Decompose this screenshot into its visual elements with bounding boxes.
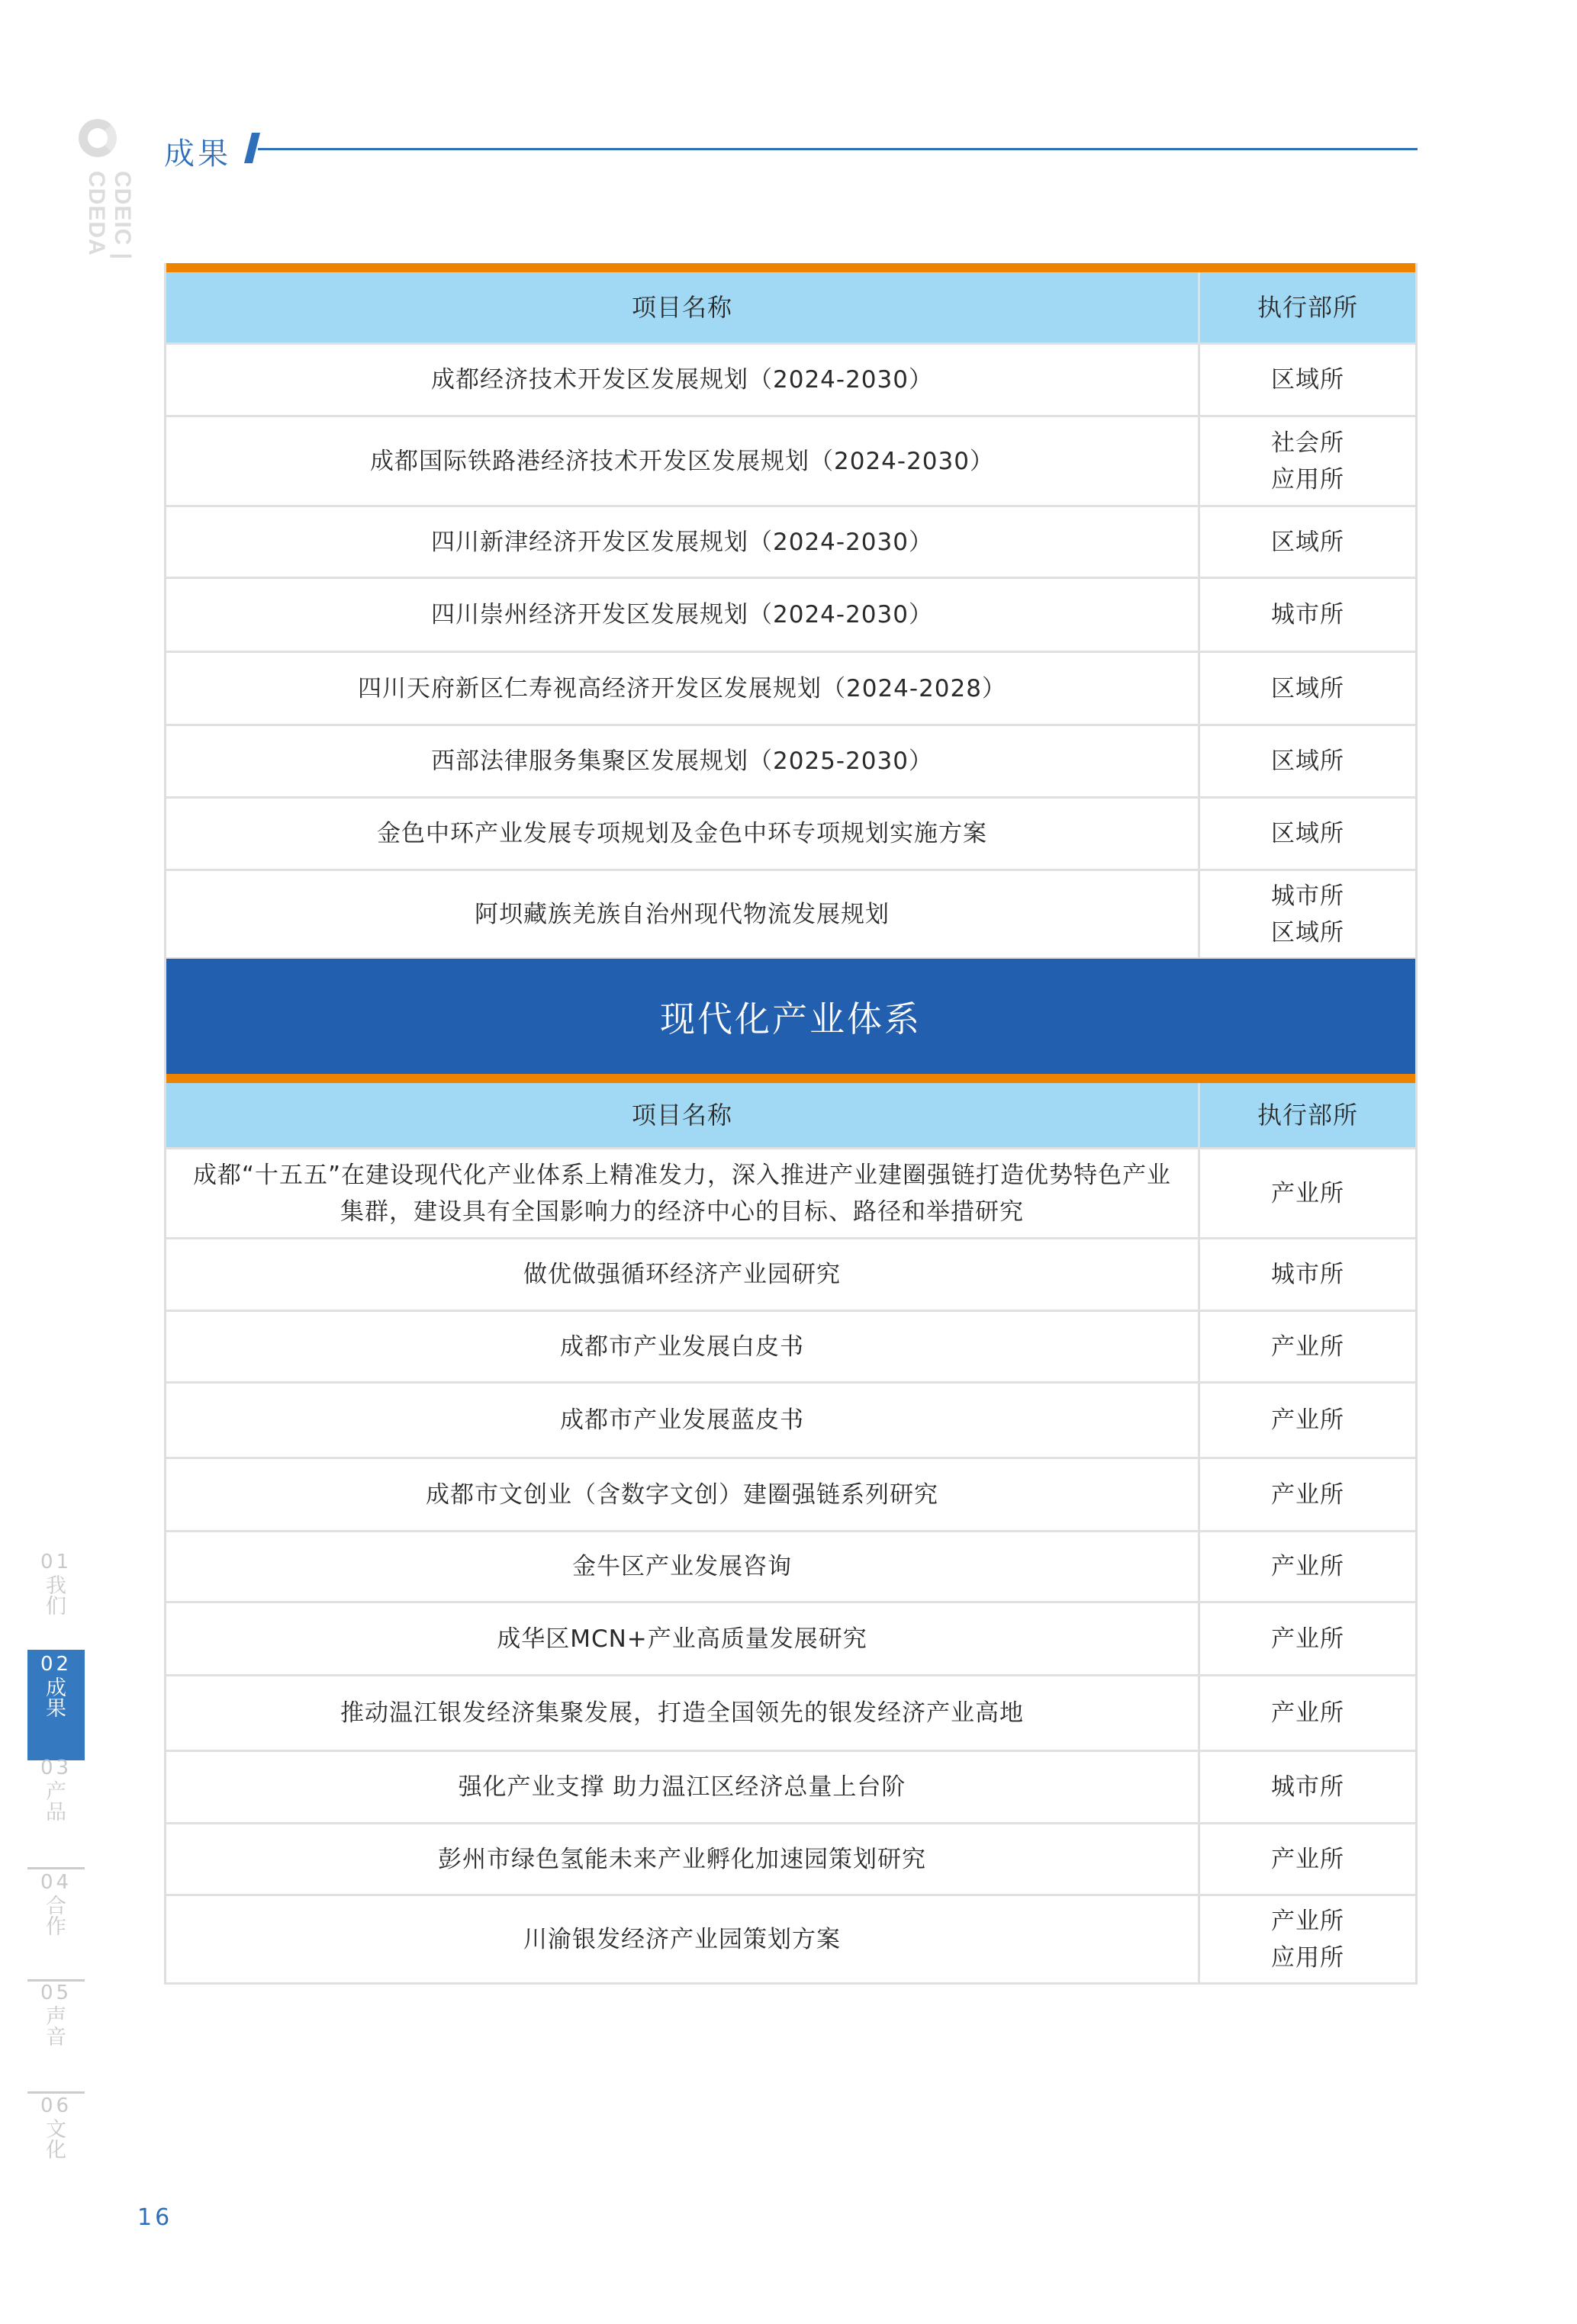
nav-item-02[interactable] <box>27 1650 85 1760</box>
department-cell <box>1200 1824 1415 1894</box>
nav-number: 02 <box>40 1653 72 1676</box>
department-cell <box>1200 1384 1415 1457</box>
department: 城市所 <box>1271 601 1344 628</box>
project-name: 做优做强循环经济产业园研究 <box>166 1239 1200 1310</box>
nav-divider <box>27 1979 85 1982</box>
header-project-name: 项目名称 <box>166 272 1200 342</box>
table-row <box>166 1239 1415 1312</box>
projects-table-1 <box>164 263 1418 959</box>
table-top-bar <box>166 1074 1415 1083</box>
department-cell <box>1200 579 1415 651</box>
table-row <box>166 653 1415 726</box>
table-top-bar <box>166 263 1415 272</box>
nav-number: 05 <box>40 1982 72 2004</box>
page-number: 16 <box>137 2204 173 2231</box>
department: 区域所 <box>1271 918 1344 947</box>
department-cell <box>1200 1896 1415 1982</box>
page-title: 成果 <box>164 137 231 172</box>
table-row <box>166 1149 1415 1239</box>
project-name: 金色中环产业发展专项规划及金色中环专项规划实施方案 <box>166 799 1200 869</box>
project-name: 成华区MCN+产业高质量发展研究 <box>166 1603 1200 1674</box>
table-row <box>166 1603 1415 1676</box>
department: 产业所 <box>1271 1553 1344 1580</box>
section-heading: 现代化产业体系 <box>166 959 1415 1074</box>
department-cell <box>1200 726 1415 796</box>
title-divider <box>258 148 1418 150</box>
project-name: 强化产业支撑 助力温江区经济总量上台阶 <box>166 1752 1200 1822</box>
department-cell <box>1200 799 1415 869</box>
project-name: 成都市文创业（含数字文创）建圈强链系列研究 <box>166 1459 1200 1530</box>
department: 产业所 <box>1271 1845 1344 1873</box>
table-header <box>166 272 1415 345</box>
department-cell <box>1200 1752 1415 1822</box>
project-name: 西部法律服务集聚区发展规划（2025-2030） <box>166 726 1200 796</box>
table-row <box>166 1824 1415 1896</box>
project-name: 成都经济技术开发区发展规划（2024-2030） <box>166 345 1200 415</box>
department: 应用所 <box>1271 1943 1344 1972</box>
table-row <box>166 507 1415 579</box>
department: 区域所 <box>1271 528 1344 556</box>
department-cell <box>1200 1676 1415 1750</box>
department-cell <box>1200 507 1415 577</box>
table-row <box>166 1384 1415 1459</box>
logo-mark-icon <box>79 119 117 157</box>
nav-label: 我们 <box>46 1574 66 1618</box>
project-name: 金牛区产业发展咨询 <box>166 1532 1200 1601</box>
department: 产业所 <box>1271 1179 1344 1207</box>
projects-table-2 <box>164 959 1418 1985</box>
department: 产业所 <box>1271 1480 1344 1509</box>
nav-label: 成果 <box>46 1676 66 1721</box>
project-name: 四川崇州经济开发区发展规划（2024-2030） <box>166 579 1200 651</box>
department-cell <box>1200 1603 1415 1674</box>
project-name: 成都国际铁路港经济技术开发区发展规划（2024-2030） <box>166 417 1200 505</box>
department: 社会所 <box>1271 429 1344 457</box>
nav-number: 06 <box>40 2094 72 2117</box>
project-name: 推动温江银发经济集聚发展，打造全国领先的银发经济产业高地 <box>166 1676 1200 1750</box>
department: 区域所 <box>1271 820 1344 847</box>
project-name: 川渝银发经济产业园策划方案 <box>166 1896 1200 1982</box>
department-cell <box>1200 1149 1415 1237</box>
project-name: 成都市产业发展白皮书 <box>166 1312 1200 1381</box>
department: 产业所 <box>1271 1907 1344 1935</box>
department: 产业所 <box>1271 1625 1344 1653</box>
project-name: 四川天府新区仁寿视高经济开发区发展规划（2024-2028） <box>166 653 1200 724</box>
table-row <box>166 871 1415 959</box>
table-row <box>166 1896 1415 1985</box>
department-cell <box>1200 1239 1415 1310</box>
project-name: 成都市产业发展蓝皮书 <box>166 1384 1200 1457</box>
table-row <box>166 799 1415 871</box>
department-cell <box>1200 1459 1415 1530</box>
nav-number: 04 <box>40 1871 72 1894</box>
logo-text: CDEIC | CDEDA <box>84 171 135 261</box>
department-cell <box>1200 871 1415 957</box>
department: 区域所 <box>1271 366 1344 394</box>
nav-divider <box>27 2091 85 2094</box>
table-header <box>166 1083 1415 1149</box>
table-row <box>166 345 1415 417</box>
department-cell <box>1200 653 1415 724</box>
table-row <box>166 417 1415 507</box>
header-department: 执行部所 <box>1257 293 1358 322</box>
department: 城市所 <box>1271 1773 1344 1801</box>
department: 区域所 <box>1271 747 1344 775</box>
project-name: 四川新津经济开发区发展规划（2024-2030） <box>166 507 1200 577</box>
project-name: 阿坝藏族羌族自治州现代物流发展规划 <box>166 871 1200 957</box>
nav-item-04[interactable] <box>27 1872 85 1937</box>
nav-number: 03 <box>40 1757 72 1779</box>
table-row <box>166 579 1415 653</box>
table-row <box>166 1532 1415 1603</box>
table-row <box>166 1459 1415 1532</box>
nav-label: 文化 <box>46 2118 66 2162</box>
table-row <box>166 1676 1415 1752</box>
nav-divider <box>27 1867 85 1869</box>
department: 产业所 <box>1271 1406 1344 1434</box>
nav-label: 声音 <box>46 2005 66 2049</box>
department: 区域所 <box>1271 674 1344 702</box>
department-cell <box>1200 1532 1415 1601</box>
project-name: 彭州市绿色氢能未来产业孵化加速园策划研究 <box>166 1824 1200 1894</box>
department: 城市所 <box>1271 882 1344 910</box>
table-row <box>166 1752 1415 1824</box>
department: 应用所 <box>1271 465 1344 493</box>
header-department: 执行部所 <box>1257 1101 1358 1130</box>
nav-item-01[interactable] <box>27 1552 85 1617</box>
header-project-name: 项目名称 <box>166 1083 1200 1147</box>
project-name: 成都“十五五”在建设现代化产业体系上精准发力，深入推进产业建圈强链打造优势特色产业集群，建设具有全国影响力的经济中心的目标、路径和举措研究 <box>166 1149 1200 1237</box>
nav-item-06[interactable] <box>27 2096 85 2161</box>
department: 产业所 <box>1271 1699 1344 1727</box>
nav-item-03[interactable] <box>27 1758 85 1823</box>
nav-label: 产品 <box>46 1780 66 1824</box>
department: 城市所 <box>1271 1261 1344 1288</box>
table-row <box>166 726 1415 799</box>
department-cell <box>1200 1312 1415 1381</box>
department: 产业所 <box>1271 1332 1344 1361</box>
nav-label: 合作 <box>46 1895 66 1939</box>
cdeic-logo <box>72 114 135 336</box>
department-cell <box>1200 417 1415 505</box>
nav-number: 01 <box>40 1551 72 1573</box>
table-row <box>166 1312 1415 1384</box>
department-cell <box>1200 345 1415 415</box>
nav-item-05[interactable] <box>27 1983 85 2048</box>
